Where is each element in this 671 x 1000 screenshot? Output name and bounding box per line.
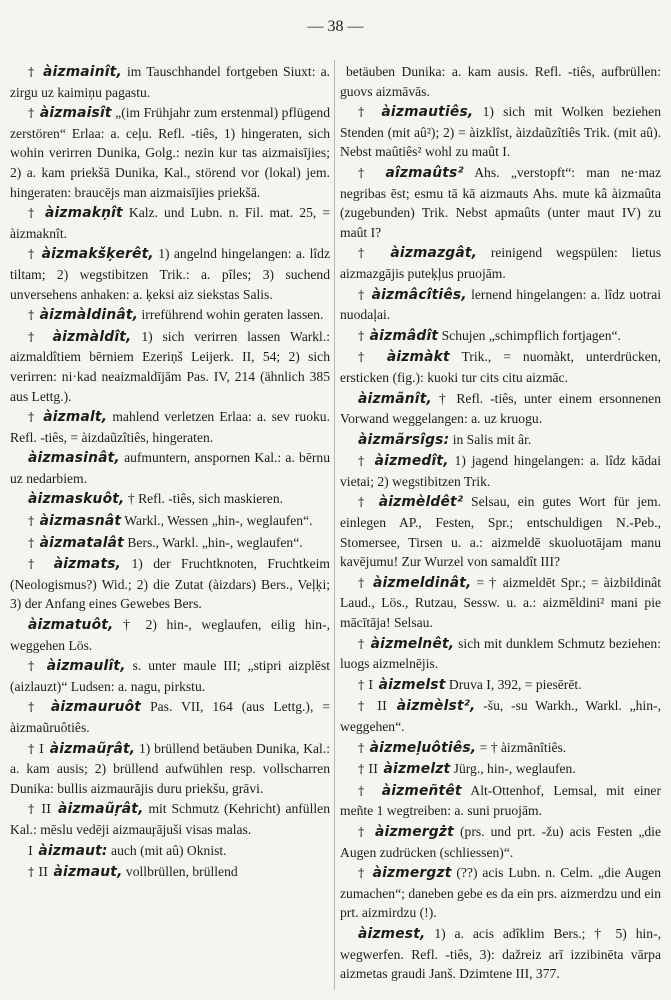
entry-definition: Alt-Ottenhof, Lemsal, mit einer meñte 1 wegtreiben: a. suni pruojām. (340, 782, 661, 819)
dictionary-entry (10, 554, 330, 614)
entry-definition: 1) angelnd hingelangen: a. lîdz tiltam; 2) wegstibitzen Trik.: a. pîles; 3) suchend unversehens anhaken: a. ķeksi aiz siekstas Salis. (10, 246, 330, 302)
entry-headword: àizmèlst², (396, 698, 476, 715)
entry-definition: sich mit dunklem Schmutz beziehen: luogs aizmelnējis. (340, 635, 661, 672)
entry-definition: 1) a. acis adîklim Bers.; † 5) hin-, wegwerfen. Refl. -tiês, 3): dažreiz arī izzibinēta vārpa aizmetas graudi Janš. Dzimtene III, 377. (340, 925, 661, 982)
entry-definition: Druva I, 392, = piesērēt. (445, 676, 582, 692)
dagger-mark: † (28, 409, 37, 425)
entry-definition: Kalz. und Lubn. n. Fil. mat. 25, = àizmaknît. (10, 205, 330, 241)
dictionary-entry (340, 634, 661, 674)
dictionary-entry (10, 697, 330, 737)
entry-definition: 1) brüllend betäuben Dunika, Kal.: a. kam ausis; 2) brüllend aufwühlen resp. vollscharren Dunika: bullis aizmaurājis duru priekšu, grāvi. (10, 740, 330, 796)
entry-headword: àizmautiês, (381, 104, 474, 121)
entry-headword: àizmelnêt, (370, 635, 455, 652)
entry-headword: àizmazgât, (390, 245, 478, 262)
dictionary-entry (340, 389, 661, 429)
dagger-mark: † II (358, 761, 379, 777)
dictionary-entry (10, 103, 330, 202)
dictionary-entry (10, 305, 330, 326)
dictionary-entry (10, 62, 330, 102)
column-divider (334, 60, 335, 990)
entry-headword: àizmeldinât, (372, 574, 472, 591)
dictionary-entry (10, 203, 330, 243)
entry-definition: aufmuntern, anspornen Kal.: a. bērnu uz nedarbiem. (10, 450, 330, 486)
dictionary-entry (340, 243, 661, 283)
entry-headword: àizmatalât (39, 534, 124, 551)
dagger-mark: † (358, 327, 365, 343)
entry-headword: àizmãrsîgs: (358, 431, 450, 448)
entry-definition: Trik., = nuomàkt, unterdrücken, ersticken (fig.): kuoki tur cits citu aizmāc. (340, 349, 661, 385)
entry-definition: Bers., Warkl. „hin-, weglaufen“. (123, 534, 303, 550)
entry-headword: àizmàldît, (52, 328, 132, 345)
entry-definition: 1) sich mit Wolken beziehen Stenden (mit aû²); 2) = àizklîst, àizdaũzîtiês Trik. (mit aû). Nebst maûtiês² wohl zu maût I. (340, 104, 661, 160)
entry-definition: lernend hingelangen: a. lîdz uotrai nuodaļai. (340, 286, 661, 323)
dagger-mark: † (358, 164, 373, 180)
dictionary-entry (10, 327, 330, 406)
entry-headword: àizmaulît, (46, 658, 126, 675)
entry-headword: àizmâdît (369, 327, 439, 344)
dictionary-entry (340, 781, 661, 821)
dagger-mark: † (28, 534, 35, 550)
dictionary-entry (340, 451, 661, 491)
entry-headword: àizmasinât, (28, 450, 120, 467)
entry-headword: àizmedît, (374, 453, 449, 470)
entry-headword: àizmeñtêt (381, 782, 462, 799)
dagger-mark: † (358, 245, 375, 261)
entry-headword: àizmasnât (39, 513, 122, 530)
dagger-mark: † (28, 658, 38, 674)
dagger-mark: † (358, 494, 369, 510)
dagger-mark: † (28, 105, 35, 121)
dictionary-entry (10, 799, 330, 839)
entry-definition: † Refl. -tiês, unter einem ersonnenen Vorwand weggelangen: a. uz kruogu. (340, 390, 661, 427)
entry-definition: -šu, -su Warkh., Warkl. „hin-, weggehen“. (340, 698, 661, 734)
entry-headword: àizmergzt (372, 865, 452, 882)
entry-definition: Schujen „schimpflich fortjagen“. (438, 327, 621, 343)
dictionary-entry (340, 163, 661, 242)
dagger-mark: † (28, 328, 41, 344)
entry-headword: aîzmaûts² (385, 164, 464, 181)
entry-headword: àizmaskuôt, (28, 491, 125, 508)
entry-definition: 1) sich verirren lassen Warkl.: aizmaldîtiem bērniem Ezeriņš Leijerk. II, 54; 2) sich verirren: ni·kad neaizmaldījām Pas. IV, 214 (ähnlich 385 aus Lettg.). (10, 328, 330, 404)
dagger-mark: † II (28, 864, 49, 880)
dagger-mark: † (358, 823, 367, 839)
entry-definition: irreführend wohin geraten lassen. (138, 307, 324, 323)
entry-definition: s. unter maule III; „stipri aizplēst (aizlauzt)“ Ludsen: a. nagu, pirkstu. (10, 658, 330, 694)
dictionary-entry (10, 407, 330, 447)
entry-headword: àizmaũŗât, (49, 740, 136, 757)
dictionary-entry (10, 841, 330, 862)
entry-headword: àizmalt, (43, 409, 108, 426)
entry-headword: àizmakšķerêt, (41, 246, 154, 263)
entry-headword: àizmainît, (43, 64, 122, 80)
dagger-mark: † (28, 699, 40, 715)
dagger-mark: † (28, 246, 36, 262)
entry-headword: àizmàkt (386, 349, 450, 366)
entry-definition: vollbrüllen, brüllend (122, 864, 238, 880)
dictionary-entry (340, 285, 661, 325)
dagger-mark: † (358, 635, 365, 651)
dagger-mark: † (28, 205, 37, 221)
entry-definition: mahlend verletzen Erlaa: a. sev ruoku. Refl. -tiês, = àizdaũzîtiês, hingeraten. (10, 409, 330, 445)
entry-headword: àizmaũŗât, (58, 801, 144, 818)
dictionary-entry (340, 696, 661, 736)
dagger-mark: † II (28, 801, 52, 817)
dictionary-entry (340, 675, 661, 696)
dictionary-entry (340, 759, 661, 780)
dagger-mark: † II (358, 698, 387, 714)
dagger-mark: † (28, 64, 36, 79)
entry-definition: (prs. und prt. -žu) acis Festen „die Augen zudrücken (schliessen)“. (340, 823, 661, 860)
entry-headword: àizmâcîtiês, (371, 286, 467, 303)
dictionary-entry (340, 430, 661, 451)
dagger-mark: † I (28, 740, 44, 756)
entry-headword: àizmaut: (38, 842, 108, 859)
entry-definition: „(im Frühjahr zum erstenmal) pflügend zerstören“ Erlaa: a. ceļu. Refl. -tiês, 1) hingeraten, sich wohin verirren Dunika, Golg.: nezin kur tas aizmaisījies; 2) a. kam priekšā Dunika, Kal., störend vor (lokal) jem. hingeraten: braucējs man aizmaisījies priekšā. (10, 105, 330, 200)
entry-definition: Jürg., hin-, weglaufen. (450, 761, 576, 777)
dictionary-entry (10, 862, 330, 883)
entry-definition: † Refl. -tiês, sich maskieren. (124, 491, 284, 507)
dictionary-entry (10, 489, 330, 510)
dagger-mark: † (358, 574, 366, 590)
dagger-mark: † (28, 556, 42, 572)
left-column (10, 62, 330, 990)
dagger-mark: † (358, 865, 366, 881)
entry-headword: àizmats, (53, 556, 122, 573)
dictionary-entry (10, 656, 330, 696)
dagger-mark: † I (358, 676, 374, 692)
dagger-mark: † (358, 286, 366, 302)
dagger-mark: † (28, 307, 35, 323)
dagger-mark: † (358, 349, 373, 365)
entry-headword: àizmatuôt, (28, 617, 114, 634)
entry-definition: † 2) hin-, weglaufen, eilig hin-, weggehen Lös. (10, 617, 330, 653)
entry-headword: àizmelst (378, 676, 446, 693)
entry-headword: àizmàldinât, (39, 307, 139, 324)
entry-definition: 1) der Fruchtknoten, Fruchtkeim (Neologismus?) Wid.; 2) die Zutat (àizdars) Bers., Veļķi; 3) der Anfang eines Gewebes Bers. (10, 556, 330, 612)
dictionary-entry (340, 102, 661, 162)
dagger-mark: † (358, 739, 365, 755)
dictionary-entry (340, 492, 661, 571)
entry-headword: àizmergżt (375, 823, 454, 840)
entry-headword: àizmaut, (53, 864, 123, 881)
dagger-mark: † (358, 453, 367, 469)
entry-definition: Ahs. „verstopft“: man ne·maz negribas ēst; esmu tā kā aizmauts Ahs. mute kâ àizmaûta (zugebunden) Trik. Nebst apmaûts (unter maut IV) zu maût I? (340, 164, 661, 240)
dictionary-entry (10, 448, 330, 488)
entry-definition: Selsau, ein gutes Wort für jem. einlegen AP., Festen, Spr.; entschuldigen N.-Peb., Stomersee, Tirsen u. a.: aizmeldē skuoluotājam manu kavējumu! Zur Wurzel von samaldît III? (340, 494, 661, 570)
entry-definition: = † aizmeldēt Spr.; = àizbildinât Laud., Lös., Rutzau, Sessw. u. a.: aizmēldini² mani pie mācītāja! Selsau. (340, 574, 661, 631)
right-column (340, 62, 661, 990)
dagger-mark: † (358, 782, 371, 798)
entry-definition: Pas. VII, 164 (aus Lettg.), = àizmaũruôtiês. (10, 699, 330, 735)
entry-definition: in Salis mit âr. (449, 431, 532, 447)
dictionary-entry (340, 326, 661, 347)
entry-headword: àizmakņît (44, 205, 123, 222)
entry-headword: àizmaisît (39, 105, 112, 122)
dictionary-entry (340, 924, 661, 984)
dictionary-entry (10, 739, 330, 799)
entry-definition: mit Schmutz (Kehricht) anfüllen Kal.: mēslu vedēji aizmauŗājuši visas malas. (10, 801, 330, 837)
dictionary-entry (340, 863, 661, 923)
entry-definition: auch (mit aû) Oknist. (107, 842, 227, 858)
entry-definition: im Tauschhandel fortgeben Siuxt: a. zirgu uz kaimiņu pagastu. (10, 64, 330, 100)
entry-headword: àizmãnît, (358, 390, 432, 407)
entry-definition: Warkl., Wessen „hin-, weglaufen“. (121, 513, 313, 529)
entry-headword: àizmeļuôtiês, (369, 739, 477, 756)
entry-definition: 1) jagend hingelangen: a. lîdz kādai vietai; 2) wegstibitzen Trik. (340, 453, 661, 489)
entry-headword: àizmelzt (383, 761, 451, 778)
entry-definition: (??) acis Lubn. n. Celm. „die Augen zumachen“; daneben gebe es da ein prs. aizmerdzu und ein prt. aizmirdzu (!). (340, 865, 661, 921)
dictionary-entry (10, 615, 330, 655)
dagger-mark: † (28, 513, 35, 529)
dictionary-entry (10, 533, 330, 554)
entry-headword: àizmest, (358, 925, 426, 942)
dictionary-entry (10, 244, 330, 304)
entry-definition: betäuben Dunika: a. kam ausis. Refl. -tiês, aufbrüllen: guovs aizmāvās. (340, 64, 661, 99)
dagger-mark: † (358, 104, 371, 120)
dictionary-entry (340, 822, 661, 862)
entry-definition: reinigend wegspülen: lietus aizmazgājis puteķļus pruojām. (340, 245, 661, 281)
entry-definition: = † àizmãnîtiês. (476, 739, 567, 755)
dictionary-entry (340, 347, 661, 387)
dictionary-entry (340, 738, 661, 759)
page-number: — 38 — (307, 18, 364, 35)
dagger-mark: I (28, 842, 33, 858)
entry-headword: àizmauruôt (50, 699, 142, 716)
dictionary-entry (340, 62, 661, 101)
dictionary-entry (10, 511, 330, 532)
dictionary-entry (340, 573, 661, 633)
entry-headword: àizmèldêt² (378, 494, 464, 511)
